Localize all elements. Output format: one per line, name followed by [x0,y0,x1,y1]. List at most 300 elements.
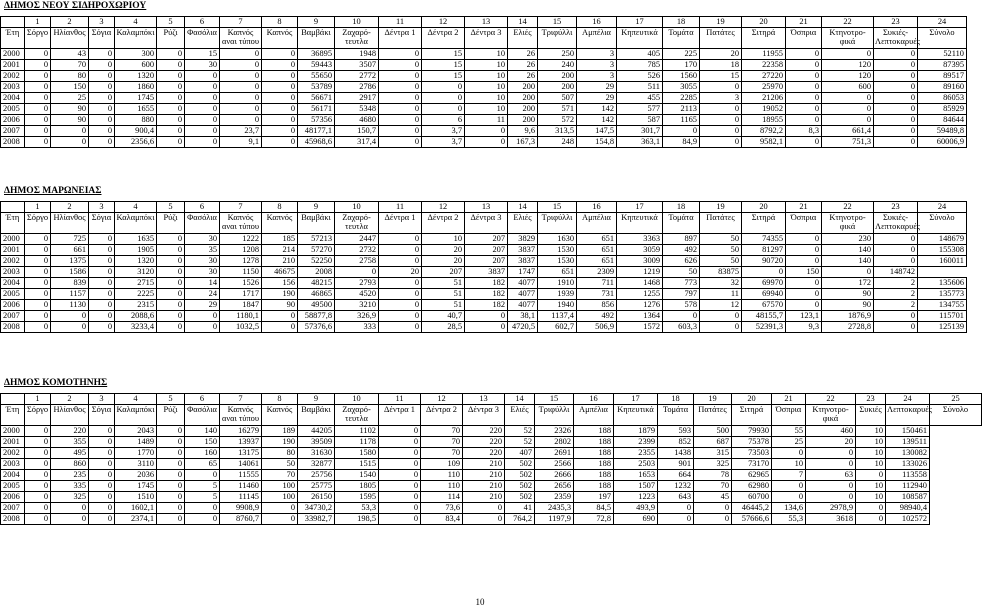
value-cell: 0 [262,82,298,93]
value-cell: 0 [25,437,51,448]
value-cell: 148679 [918,234,967,245]
column-header: Καπνός [262,28,298,49]
value-cell: 587 [617,115,663,126]
value-cell: 0 [822,104,874,115]
value-cell: 0 [89,267,115,278]
column-number-cell: 20 [742,17,786,28]
column-header: Συκιές [856,405,886,426]
value-cell: 0 [185,126,220,137]
column-number-cell: 3 [89,17,115,28]
value-cell: 502 [505,470,535,481]
value-cell: 210 [262,256,298,267]
column-header: Ζαχαρό-τευτλα [335,405,379,426]
value-cell: 26 [508,71,538,82]
value-cell: 3837 [465,267,508,278]
value-cell: 109 [421,459,463,470]
column-header: Σιτηρά [742,28,786,49]
value-cell: 52250 [298,256,335,267]
value-cell: 10 [465,60,508,71]
value-cell: 0 [465,311,508,322]
value-cell: 1940 [538,300,577,311]
column-header: Ηλίανθος [51,213,89,234]
value-cell: 0 [786,278,822,289]
value-cell: 0 [220,60,262,71]
value-cell: 2503 [614,459,658,470]
value-cell: 0 [185,93,220,104]
value-cell: 110 [421,470,463,481]
value-cell: 85929 [918,104,967,115]
value-cell: 150461 [886,426,930,437]
value-cell: 661,4 [822,126,874,137]
year-cell: 2005 [1,481,25,492]
value-cell: 11460 [220,481,262,492]
value-cell: 182 [465,300,508,311]
value-cell: 0 [874,115,918,126]
value-cell: 493,9 [614,503,658,514]
column-header: Ελιές [508,213,538,234]
value-cell: 2356,6 [115,137,157,148]
value-cell: 135773 [918,289,967,300]
value-cell: 0 [157,137,185,148]
value-cell: 0 [379,137,422,148]
value-cell: 1526 [220,278,262,289]
value-cell: 10 [465,82,508,93]
column-number-cell: 10 [335,202,379,213]
column-number-cell: 19 [700,17,742,28]
value-cell: 1860 [115,82,157,93]
value-cell: 2758 [335,256,379,267]
column-number-row [1,394,982,405]
value-cell: 0 [874,104,918,115]
value-cell: 2435,3 [535,503,574,514]
value-cell: 210 [463,492,505,503]
value-cell: 0 [89,426,115,437]
value-cell: 326,9 [335,311,379,322]
value-cell: 0 [185,137,220,148]
value-cell: 20 [422,256,465,267]
value-cell: 50 [700,234,742,245]
value-cell: 15 [700,71,742,82]
value-cell: 10 [856,448,886,459]
value-cell: 26 [508,60,538,71]
value-cell: 75378 [732,437,772,448]
column-header: Πατάτες [694,405,732,426]
column-number-cell: 8 [262,202,298,213]
value-cell: 20 [700,49,742,60]
value-cell: 0 [379,115,422,126]
column-number-cell: 24 [886,394,930,405]
value-cell: 70 [694,481,732,492]
value-cell: 0 [379,426,421,437]
value-cell: 70 [421,448,463,459]
value-cell: 3507 [335,60,379,71]
value-cell: 0 [786,137,822,148]
year-cell: 2002 [1,448,25,459]
value-cell: 11555 [220,470,262,481]
value-cell: 507 [538,93,577,104]
value-cell: 0 [465,322,508,333]
value-cell: 0 [157,289,185,300]
column-header: Λεπτοκαρυές [886,405,930,426]
value-cell: 3 [577,71,617,82]
value-cell: 156 [262,278,298,289]
value-cell: 83875 [700,267,742,278]
value-cell: 0 [25,289,51,300]
value-cell: 20 [379,267,422,278]
value-cell: 150,7 [335,126,379,137]
column-number-cell: 17 [614,394,658,405]
column-number-cell: 4 [115,394,157,405]
column-header: Ρύζι [157,213,185,234]
value-cell: 140 [822,245,874,256]
value-cell: 15 [422,60,465,71]
value-cell: 0 [822,115,874,126]
value-cell: 90720 [742,256,786,267]
value-cell: 495 [51,448,89,459]
column-header: Τριφύλλι [538,213,577,234]
value-cell: 0 [786,115,822,126]
column-header: Σιτηρά [732,405,772,426]
value-cell: 2326 [535,426,574,437]
header-row [1,28,967,49]
value-cell: 11145 [220,492,262,503]
value-cell: 313,5 [538,126,577,137]
column-number-cell: 23 [874,202,918,213]
table-row [1,448,982,459]
value-cell: 0 [874,234,918,245]
value-cell: 0 [220,71,262,82]
value-cell: 0 [157,322,185,333]
data-table-maroneia [0,201,967,333]
value-cell: 214 [262,245,298,256]
value-cell: 1635 [115,234,157,245]
value-cell: 188 [574,459,614,470]
column-header: Καπνός αναι τύπου [220,213,262,234]
value-cell: 0 [25,311,51,322]
value-cell: 29 [185,300,220,311]
value-cell: 0 [25,492,51,503]
value-cell: 3 [577,60,617,71]
value-cell: 90 [262,300,298,311]
column-number-cell: 21 [786,202,822,213]
value-cell: 2566 [535,459,574,470]
section-title-neo-sidirochori: ΔΗΜΟΣ ΝΕΟΥ ΣΙΔΗΡΟΧΩΡΙΟΥ [4,1,147,11]
value-cell: 725 [51,234,89,245]
value-cell: 0 [874,82,918,93]
value-cell: 0 [51,514,89,525]
value-cell: 0 [379,503,421,514]
value-cell: 53,3 [335,503,379,514]
value-cell: 160 [185,448,220,459]
value-cell: 0 [856,503,886,514]
value-cell: 46865 [298,289,335,300]
value-cell: 0 [806,459,856,470]
value-cell: 0 [822,49,874,60]
value-cell: 188 [574,426,614,437]
value-cell: 1910 [538,278,577,289]
value-cell: 0 [89,503,115,514]
value-cell: 44205 [298,426,335,437]
column-number-cell: 17 [617,202,663,213]
value-cell: 0 [89,481,115,492]
value-cell: 210 [463,470,505,481]
value-cell: 0 [89,245,115,256]
value-cell: 2315 [115,300,157,311]
value-cell: 207 [465,234,508,245]
column-header: Φασόλια [185,213,220,234]
value-cell: 39509 [298,437,335,448]
column-header: Πατάτες [700,28,742,49]
value-cell: 10 [856,481,886,492]
value-cell: 56171 [298,104,335,115]
table-row [1,115,967,126]
value-cell: 731 [577,289,617,300]
value-cell: 1102 [335,426,379,437]
value-cell: 60700 [732,492,772,503]
value-cell: 0 [874,71,918,82]
column-number-cell: 2 [51,394,89,405]
value-cell: 63 [806,470,856,481]
value-cell: 0 [25,234,51,245]
value-cell: 600 [822,82,874,93]
value-cell: 9,1 [220,137,262,148]
value-cell: 0 [157,245,185,256]
value-cell: 22358 [742,60,786,71]
value-cell: 40,7 [422,311,465,322]
value-cell: 0 [663,126,700,137]
value-cell: 0 [25,126,51,137]
value-cell: 10 [856,437,886,448]
value-cell: 182 [465,278,508,289]
value-cell: 250 [538,49,577,60]
value-cell: 0 [157,256,185,267]
value-cell: 9,6 [508,126,538,137]
column-header: Δέντρα 1 [379,28,422,49]
column-number-cell: 2 [51,202,89,213]
value-cell: 134755 [918,300,967,311]
value-cell: 785 [617,60,663,71]
column-header: Καπνός [262,405,298,426]
value-cell: 1375 [51,256,89,267]
value-cell: 48155,7 [742,311,786,322]
value-cell: 0 [185,104,220,115]
column-number-cell: 24 [918,17,967,28]
value-cell: 207 [465,245,508,256]
column-header: Τομάτα [663,213,700,234]
value-cell: 0 [465,137,508,148]
value-cell: 25970 [742,82,786,93]
value-cell: 14 [185,278,220,289]
value-cell: 3,7 [422,126,465,137]
value-cell: 0 [772,481,806,492]
value-cell: 190 [262,437,298,448]
value-cell: 200 [538,71,577,82]
value-cell: 0 [874,256,918,267]
column-number-cell: 11 [379,394,421,405]
column-number-cell: 10 [335,394,379,405]
value-cell: 0 [874,60,918,71]
value-cell: 3233,4 [115,322,157,333]
value-cell: 4520 [335,289,379,300]
column-header: Όσπρια [786,28,822,49]
value-cell: 30 [185,234,220,245]
column-number-cell: 14 [508,17,538,28]
value-cell: 72,8 [574,514,614,525]
table-row [1,234,967,245]
column-header: Τομάτα [658,405,694,426]
column-header: Φασόλια [185,405,220,426]
value-cell: 492 [577,311,617,322]
column-number-cell: 12 [422,17,465,28]
value-cell: 10 [856,492,886,503]
column-number-cell [1,17,25,28]
value-cell: 2043 [115,426,157,437]
value-cell: 0 [25,481,51,492]
value-cell: 0 [185,503,220,514]
value-cell: 80 [262,448,298,459]
value-cell: 28,5 [422,322,465,333]
value-cell: 405 [617,49,663,60]
value-cell: 0 [262,514,298,525]
value-cell: 526 [617,71,663,82]
value-cell: 0 [874,126,918,137]
value-cell: 1489 [115,437,157,448]
value-cell: 1939 [538,289,577,300]
column-number-cell: 16 [577,202,617,213]
value-cell: 0 [786,93,822,104]
value-cell: 83,4 [421,514,463,525]
value-cell: 10 [856,426,886,437]
value-cell: 0 [379,82,422,93]
value-cell: 0 [89,71,115,82]
column-header: Ζαχαρό-τευτλα [335,28,379,49]
value-cell: 0 [663,311,700,322]
value-cell: 235 [51,470,89,481]
year-cell: 2005 [1,104,25,115]
value-cell: 1278 [220,256,262,267]
value-cell: 1770 [115,448,157,459]
value-cell: 511 [617,82,663,93]
column-header: Σόγια [89,28,115,49]
value-cell: 10 [856,459,886,470]
value-cell: 2447 [335,234,379,245]
value-cell: 0 [700,82,742,93]
value-cell: 0 [157,234,185,245]
value-cell: 11955 [742,49,786,60]
value-cell: 0 [51,137,89,148]
value-cell: 207 [465,256,508,267]
value-cell: 2 [874,300,918,311]
value-cell: 200 [508,115,538,126]
value-cell: 55 [772,426,806,437]
value-cell: 0 [89,82,115,93]
value-cell: 142 [577,104,617,115]
value-cell: 58877,8 [298,311,335,322]
value-cell: 460 [806,426,856,437]
column-header: Κτηνοτρο-φικά [822,213,874,234]
value-cell: 0 [25,278,51,289]
value-cell: 18955 [742,115,786,126]
value-cell: 84,5 [574,503,614,514]
value-cell: 46445,2 [732,503,772,514]
value-cell: 59443 [298,60,335,71]
value-cell: 53789 [298,82,335,93]
year-cell: 2001 [1,60,25,71]
value-cell: 0 [89,300,115,311]
value-cell: 690 [614,514,658,525]
value-cell: 150 [786,267,822,278]
value-cell: 651 [538,267,577,278]
value-cell: 190 [262,289,298,300]
column-header: Δέντρα 3 [465,213,508,234]
value-cell: 90 [51,115,89,126]
column-number-cell: 4 [115,202,157,213]
column-number-cell: 20 [742,202,786,213]
value-cell: 79930 [732,426,772,437]
value-cell: 1745 [115,481,157,492]
value-cell: 11 [700,289,742,300]
value-cell: 3055 [663,82,700,93]
value-cell: 1510 [115,492,157,503]
value-cell: 150 [185,437,220,448]
value-cell: 200 [508,82,538,93]
value-cell: 0 [25,71,51,82]
value-cell: 36895 [298,49,335,60]
value-cell: 0 [25,470,51,481]
value-cell: 0 [185,322,220,333]
value-cell: 502 [505,481,535,492]
value-cell: 897 [663,234,700,245]
value-cell: 0 [157,503,185,514]
column-number-cell: 7 [220,17,262,28]
value-cell: 139511 [886,437,930,448]
value-cell: 602,7 [538,322,577,333]
value-cell: 0 [25,245,51,256]
value-cell: 43 [51,49,89,60]
value-cell: 31630 [298,448,335,459]
column-number-cell: 13 [465,202,508,213]
column-header: Κηπευτικά [614,405,658,426]
value-cell: 0 [185,82,220,93]
value-cell: 7 [772,470,806,481]
value-cell: 0 [700,137,742,148]
value-cell: 1232 [658,481,694,492]
value-cell: 317,4 [335,137,379,148]
value-cell: 4077 [508,300,538,311]
column-number-cell: 5 [157,202,185,213]
value-cell: 125139 [918,322,967,333]
value-cell: 0 [335,267,379,278]
value-cell: 1747 [508,267,538,278]
value-cell: 10 [465,49,508,60]
column-header: Καπνός [262,213,298,234]
value-cell: 0 [786,256,822,267]
value-cell: 455 [617,93,663,104]
value-cell: 0 [700,115,742,126]
value-cell: 24 [185,289,220,300]
year-cell: 2003 [1,82,25,93]
table-row [1,437,982,448]
column-number-cell: 13 [463,394,505,405]
column-number-cell: 22 [806,394,856,405]
value-cell: 240 [538,60,577,71]
value-cell: 3363 [617,234,663,245]
value-cell: 315 [694,448,732,459]
value-cell: 1879 [614,426,658,437]
value-cell: 0 [379,234,422,245]
value-cell: 57666,6 [732,514,772,525]
value-cell: 0 [157,60,185,71]
